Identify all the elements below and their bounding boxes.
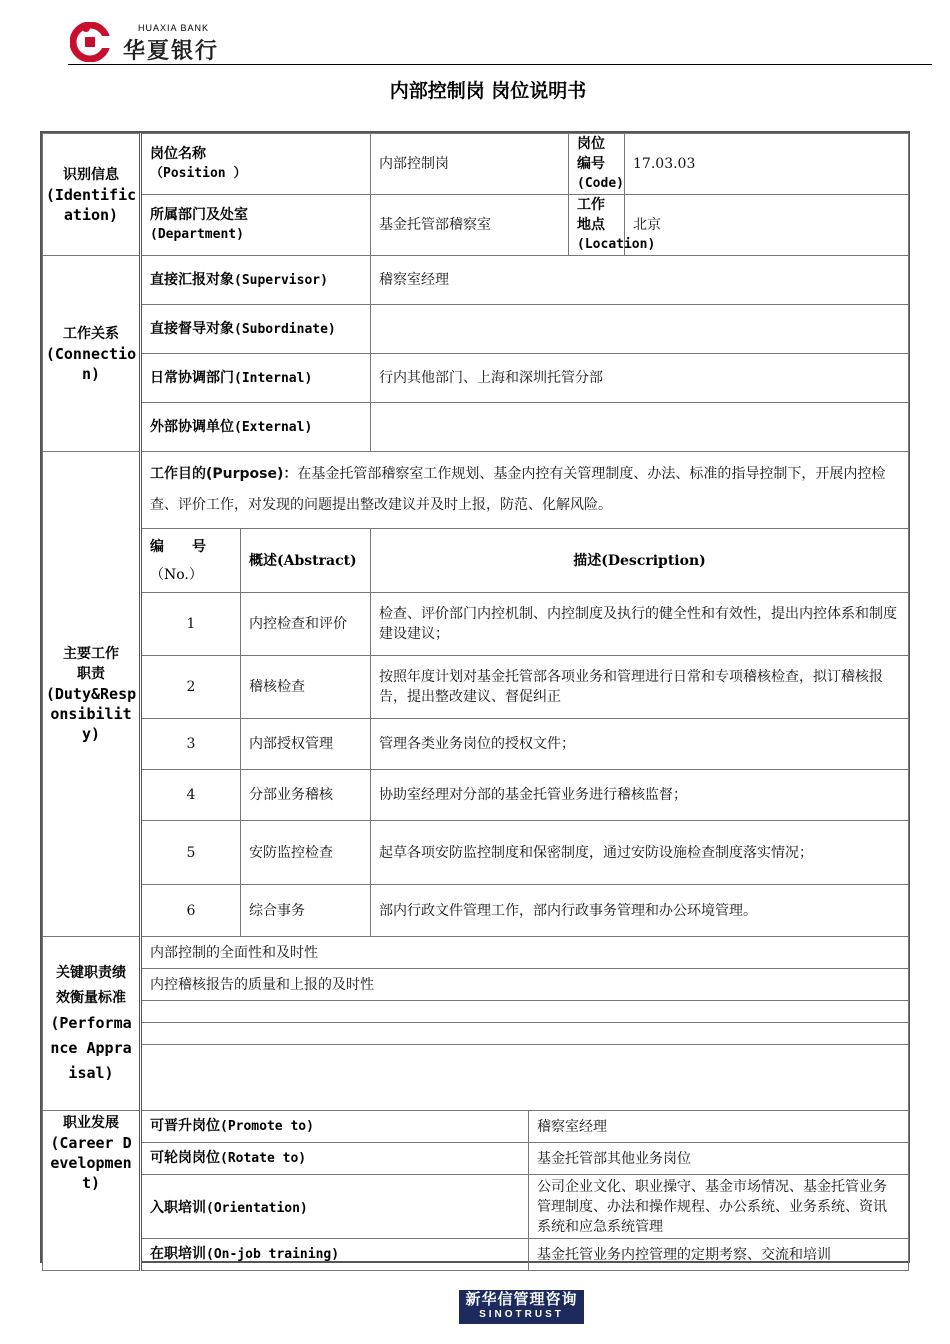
- supervisor-label: [141, 256, 371, 305]
- rotate-label-en: (Rotate to): [220, 1151, 307, 1166]
- connection-row: [43, 305, 909, 354]
- section-performance-cn: 关键职责绩效衡量标准: [56, 965, 126, 1006]
- performance-item: [141, 1023, 909, 1045]
- external-label-cn: 外部协调单位: [150, 418, 234, 435]
- sinotrust-logo: [459, 1290, 584, 1324]
- onjob-value: 基金托管业务内控管理的定期考察、交流和培训: [529, 1239, 909, 1271]
- location-value: 北京: [625, 195, 909, 256]
- table-row: [43, 656, 909, 719]
- duty-abstract: 综合事务: [241, 885, 371, 937]
- career-row: [43, 1175, 909, 1239]
- duty-abstract: 分部业务稽核: [241, 770, 371, 821]
- internal-label-en: (Internal): [234, 370, 313, 386]
- promote-label-cn: 可晋升岗位: [150, 1118, 220, 1134]
- external-value: [371, 403, 909, 452]
- duty-header-row: [43, 529, 909, 593]
- table-row: [43, 885, 909, 937]
- duty-no: 3: [141, 719, 241, 770]
- department-label-en: (Department): [150, 227, 244, 242]
- duty-abstract: 内部授权管理: [241, 719, 371, 770]
- code-value: 17.03.03: [625, 134, 909, 195]
- sinotrust-logo-cn: 新华信管理咨询: [465, 1290, 578, 1308]
- location-label-en: (Location): [577, 237, 656, 252]
- page-header: [0, 0, 950, 66]
- internal-label-cn: 日常协调部门: [150, 369, 234, 386]
- col-description-label: 描述(Description): [573, 552, 706, 569]
- supervisor-value: 稽察室经理: [371, 256, 909, 305]
- rotate-value: 基金托管部其他业务岗位: [529, 1143, 909, 1175]
- promote-value: 稽察室经理: [529, 1111, 909, 1143]
- section-connection-en: (Connection): [45, 344, 137, 383]
- subordinate-label: [141, 305, 371, 354]
- duty-description: 按照年度计划对基金托管部各项业务和管理进行日常和专项稽核检查，拟订稽核报告，提出整改建议、督促纠正: [371, 656, 909, 719]
- section-connection-cn: 工作关系: [63, 325, 119, 342]
- duty-no: 5: [141, 821, 241, 885]
- table-row: [43, 719, 909, 770]
- section-career-en: (Career Development): [50, 1134, 132, 1192]
- onjob-label: [141, 1239, 529, 1271]
- purpose-label-en: (Purpose)：: [206, 466, 298, 482]
- subordinate-label-cn: 直接督导对象: [150, 320, 234, 337]
- duty-no: 4: [141, 770, 241, 821]
- section-performance-en: (Performance Appraisal): [50, 1014, 132, 1082]
- identification-row-2: [43, 195, 909, 256]
- orientation-label-en: (Orientation): [206, 1201, 308, 1216]
- duty-abstract: 稽核检查: [241, 656, 371, 719]
- position-label-en: （Position ）: [150, 166, 247, 181]
- subordinate-label-en: (Subordinate): [234, 321, 336, 337]
- duty-description: 管理各类业务岗位的授权文件；: [371, 719, 909, 770]
- external-label-en: (External): [234, 419, 313, 435]
- col-abstract-header: [241, 529, 371, 593]
- page-title: 内部控制岗 岗位说明书: [389, 80, 587, 102]
- section-connection: [43, 256, 141, 452]
- internal-label: [141, 354, 371, 403]
- orientation-value: 公司企业文化、职业操守、基金市场情况、基金托管业务管理制度、办法和操作规程、办公系统、业务系统、资讯系统和应急系统管理: [529, 1175, 909, 1239]
- performance-row: [43, 1001, 909, 1023]
- section-career: [43, 1111, 141, 1271]
- external-label: [141, 403, 371, 452]
- code-label-cn: 岗位编号: [577, 136, 606, 172]
- internal-value: 行内其他部门、上海和深圳托管分部: [371, 354, 909, 403]
- location-label-cn: 工作地点: [577, 197, 606, 233]
- job-description-table: [42, 133, 909, 1271]
- col-description-header: [371, 529, 909, 593]
- col-no-header: [141, 529, 241, 593]
- duty-purpose-row: [43, 452, 909, 529]
- promote-label: [141, 1111, 529, 1143]
- sinotrust-logo-en: SINOTRUST: [479, 1309, 564, 1320]
- department-value: 基金托管部稽察室: [371, 195, 569, 256]
- rotate-label: [141, 1143, 529, 1175]
- department-label: [141, 195, 371, 256]
- logo-english: HUAXIA BANK: [138, 23, 210, 33]
- onjob-label-en: (On-job training): [206, 1247, 340, 1262]
- performance-row: [43, 969, 909, 1001]
- section-duty-en: (Duty&Responsibility): [45, 685, 137, 743]
- col-no-en: （No.）: [150, 566, 203, 583]
- subordinate-value: [371, 305, 909, 354]
- duty-no: 1: [141, 593, 241, 656]
- position-value: 内部控制岗: [371, 134, 569, 195]
- performance-row: [43, 1023, 909, 1045]
- section-identification: [43, 134, 141, 256]
- duty-description: 协助室经理对分部的基金托管业务进行稽核监督；: [371, 770, 909, 821]
- duty-no: 6: [141, 885, 241, 937]
- table-row: [43, 593, 909, 656]
- promote-label-en: (Promote to): [220, 1119, 314, 1134]
- section-identification-en: (Identification): [45, 185, 137, 224]
- logo-chinese: 华夏银行: [123, 39, 220, 64]
- performance-item: [141, 1045, 909, 1111]
- duty-description: 起草各项安防监控制度和保密制度，通过安防设施检查制度落实情况；: [371, 821, 909, 885]
- duty-no: 2: [141, 656, 241, 719]
- purpose-text: 在基金托管部稽察室工作规划、基金内控有关管理制度、办法、标准的指导控制下，开展内控检查、评价工作，对发现的问题提出整改建议并及时上报，防范、化解风险。: [150, 466, 886, 513]
- section-identification-cn: 识别信息: [63, 166, 119, 183]
- section-duty-cn: 主要工作职责: [63, 646, 119, 682]
- table-row: [43, 821, 909, 885]
- purpose-cell: [141, 452, 909, 529]
- huaxia-bank-logo-icon: [70, 22, 110, 62]
- duty-abstract: 内控检查和评价: [241, 593, 371, 656]
- col-no-cn: 编 号: [150, 538, 206, 555]
- performance-row: [43, 937, 909, 969]
- supervisor-label-cn: 直接汇报对象: [150, 271, 234, 288]
- duty-description: 检查、评价部门内控机制、内控制度及执行的健全性和有效性，提出内控体系和制度建设建议；: [371, 593, 909, 656]
- rotate-label-cn: 可轮岗岗位: [150, 1150, 220, 1166]
- code-label: [569, 134, 625, 195]
- duty-description: 部内行政文件管理工作，部内行政事务管理和办公环境管理。: [371, 885, 909, 937]
- identification-row-1: [43, 134, 909, 195]
- department-label-cn: 所属部门及处室: [150, 207, 248, 223]
- position-label-cn: 岗位名称: [150, 146, 206, 162]
- orientation-label: [141, 1175, 529, 1239]
- table-row: [43, 770, 909, 821]
- orientation-label-cn: 入职培训: [150, 1200, 206, 1216]
- connection-row: [43, 256, 909, 305]
- supervisor-label-en: (Supervisor): [234, 272, 328, 288]
- section-duty: [43, 452, 141, 937]
- connection-row: [43, 403, 909, 452]
- career-row: [43, 1239, 909, 1271]
- career-row: [43, 1143, 909, 1175]
- section-performance: [43, 937, 141, 1111]
- code-label-en: (Code): [577, 176, 624, 191]
- col-abstract-label: 概述(Abstract): [249, 552, 357, 569]
- career-row: [43, 1111, 909, 1143]
- performance-item: 内部控制的全面性和及时性: [141, 937, 909, 969]
- section-career-cn: 职业发展: [63, 1115, 119, 1131]
- performance-row: [43, 1045, 909, 1111]
- position-label: [141, 134, 371, 195]
- purpose-label: 工作目的: [150, 466, 206, 482]
- onjob-label-cn: 在职培训: [150, 1246, 206, 1262]
- duty-abstract: 安防监控检查: [241, 821, 371, 885]
- performance-item: 内控稽核报告的质量和上报的及时性: [141, 969, 909, 1001]
- connection-row: [43, 354, 909, 403]
- header-divider: [68, 64, 932, 65]
- performance-item: [141, 1001, 909, 1023]
